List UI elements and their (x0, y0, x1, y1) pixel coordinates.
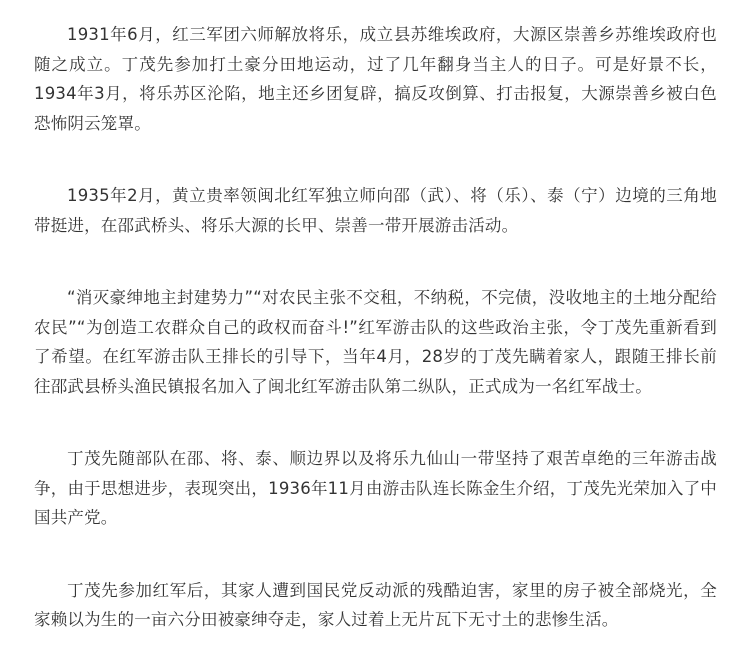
article-body (34, 20, 717, 635)
paragraph-2: 1935年2月，黄立贵率领闽北红军独立师向邵（武）、将（乐）、泰（宁）边境的三角地带挺进，在邵武桥头、将乐大源的长甲、崇善一带开展游击活动。 (34, 186, 717, 235)
paragraph-spacer (34, 240, 717, 283)
paragraph-spacer (34, 533, 717, 576)
paragraph-5: 丁茂先参加红军后，其家人遭到国民党反动派的残酷迫害，家里的房子被全部烧光，全家赖以为生的一亩六分田被豪绅夺走，家人过着上无片瓦下无寸土的悲惨生活。 (34, 580, 717, 629)
paragraph-1: 1931年6月，红三军团六师解放将乐，成立县苏维埃政府，大源区崇善乡苏维埃政府也随之成立。丁茂先参加打土豪分田地运动，过了几年翻身当主人的日子。可是好景不长，1934年3月，将乐苏区沦陷，地主还乡团复辟，搞反攻倒算、打击报复，大源崇善乡被白色恐怖阴云笼罩。 (34, 25, 717, 133)
paragraph-3: “消灭豪绅地主封建势力”“对农民主张不交租，不纳税，不完债，没收地主的土地分配给农民”“为创造工农群众自己的政权而奋斗!”红军游击队的这些政治主张，令丁茂先重新看到了希望。在红军游击队王排长的引导下，当年4月，28岁的丁茂先瞒着家人，跟随王排长前往邵武县桥头渔民镇报名加入了闽北红军游击队第二纵队，正式成为一名红军战士。 (34, 288, 717, 396)
paragraph-spacer (34, 138, 717, 181)
paragraph-4: 丁茂先随部队在邵、将、泰、顺边界以及将乐九仙山一带坚持了艰苦卓绝的三年游击战争，由于思想进步，表现突出，1936年11月由游击队连长陈金生介绍，丁茂先光荣加入了中国共产党。 (34, 449, 717, 527)
paragraph-spacer (34, 401, 717, 444)
